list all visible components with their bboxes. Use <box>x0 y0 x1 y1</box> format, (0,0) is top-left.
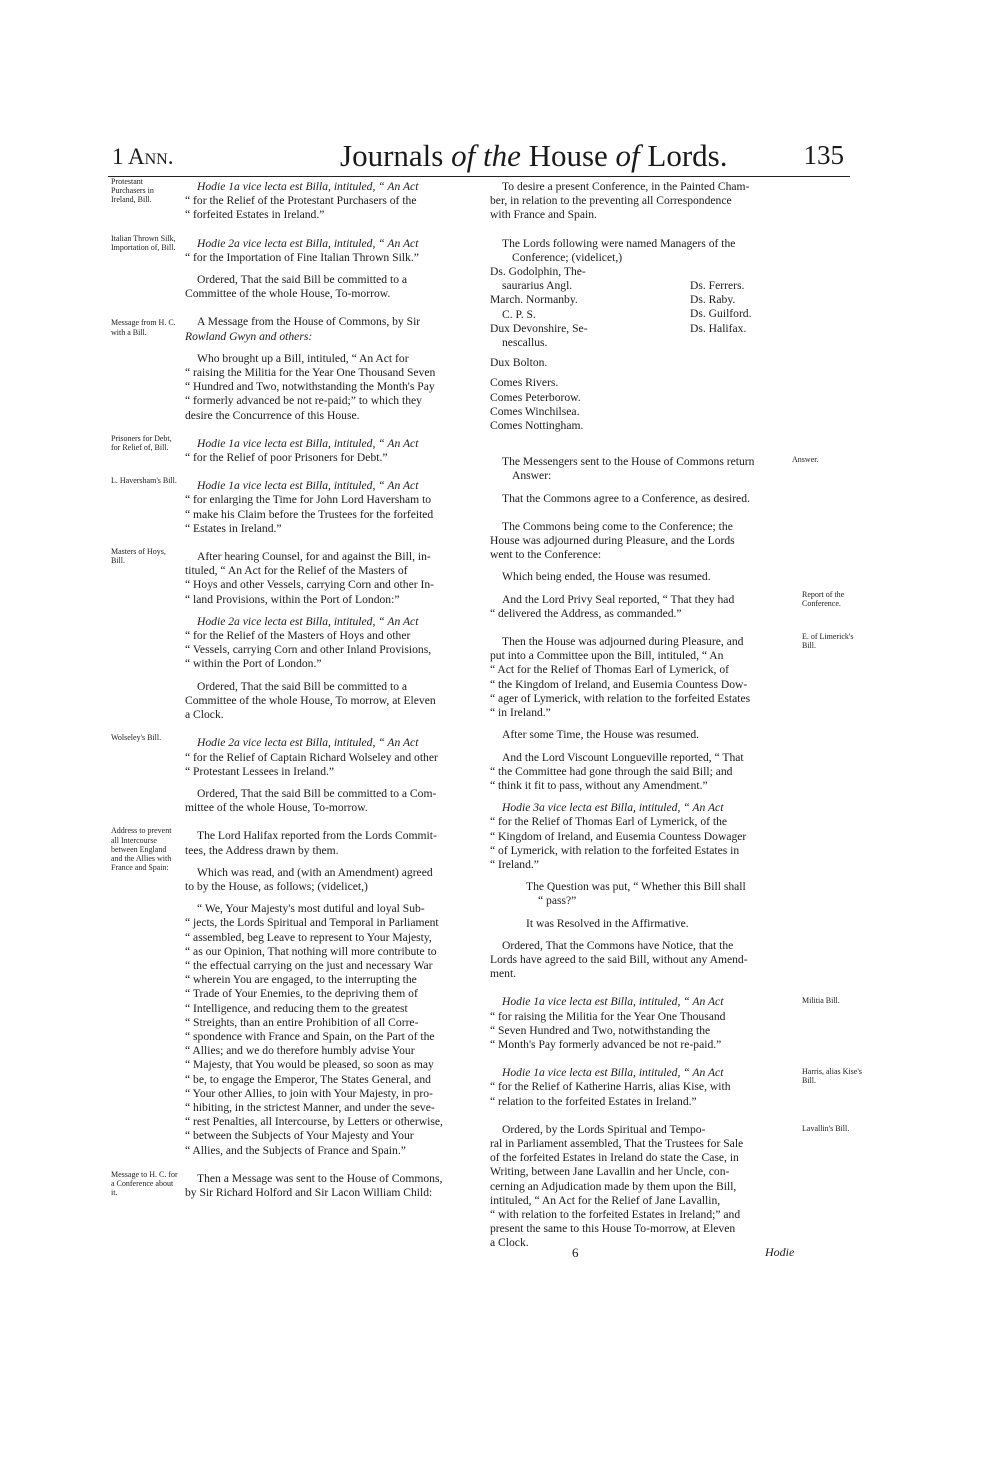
manager-name: nescallus. <box>502 336 548 350</box>
text-line: “ for enlarging the Time for John Lord Haversham to <box>185 493 432 507</box>
margin-note: Message to H. C. for a Conference about it. <box>111 1169 178 1198</box>
text-line: After some Time, the House was resumed. <box>502 728 700 742</box>
left-column <box>111 177 480 1200</box>
manager-name: Ds. Halifax. <box>690 321 747 335</box>
text-line: Hodie 1a vice lecta est Billa, intituled, “ An Act <box>502 1066 724 1080</box>
text-line: It was Resolved in the Affirmative. <box>526 916 689 930</box>
text-line: Then a Message was sent to the House of Commons, <box>197 1171 443 1185</box>
entry-message-conference <box>111 1169 480 1200</box>
text-line: went to the Conference: <box>490 548 602 562</box>
margin-note: Protestant Purchasers in Ireland, Bill. <box>111 177 154 205</box>
text-line: “ the Committee had gone through the said Bill; and <box>490 764 733 778</box>
text-line: Ordered, That the said Bill be committed to a Com- <box>197 786 437 800</box>
text-line: Hodie 2a vice lecta est Billa, intituled, “ An Act <box>197 614 419 628</box>
text-line: “ for the Relief of Thomas Earl of Lymerick, of the <box>490 815 728 829</box>
margin-note: Address to prevent all Intercourse between England and the Allies with France and Spain: <box>111 826 172 873</box>
entry-militia <box>490 995 840 1052</box>
right-column <box>490 180 862 1251</box>
text-line: “ for raising the Militia for the Year One Thousand <box>490 1009 726 1023</box>
text-line: And the Lord Privy Seal reported, “ That they had <box>502 592 735 606</box>
text-line: “ ager of Lymerick, with relation to the forfeited Estates <box>490 691 751 705</box>
address-line: “ rest Penalties, all Intercourse, by Letters or otherwise, <box>185 1115 443 1129</box>
text-line: The Messengers sent to the House of Commons return <box>502 455 755 469</box>
text-line: A Message from the House of Commons, by Sir <box>197 315 421 329</box>
title-the: the <box>482 138 521 173</box>
text-line: Which being ended, the House was resumed. <box>502 570 711 584</box>
text-line: After hearing Counsel, for and against the Bill, in- <box>197 550 431 564</box>
address-line: “ Majesty, that You would be pleased, so soon as may <box>185 1058 434 1072</box>
manager-name: Ds. Ferrers. <box>690 279 745 293</box>
managers-column-a <box>490 265 690 433</box>
text-line: of the forfeited Estates in Ireland do state the Case, in <box>490 1151 739 1165</box>
text-line: The Commons being come to the Conference; the <box>502 519 733 533</box>
text-line: “ for the Relief of poor Prisoners for Debt.” <box>185 451 388 465</box>
text-line: To desire a present Conference, in the Painted Cham- <box>502 180 750 193</box>
text-line: a Clock. <box>490 1236 529 1250</box>
manager-name: Ds. Guilford. <box>690 307 752 321</box>
entry-lavallin <box>490 1122 850 1251</box>
text-line: Rowland Gwyn and others: <box>185 329 313 343</box>
title-lords: Lords. <box>647 138 728 173</box>
text-line: present the same to this House To-morrow, at Eleven <box>490 1222 736 1236</box>
signature-mark: 6 <box>572 1245 579 1260</box>
text-line: Hodie 1a vice lecta est Billa, intituled, “ An Act <box>197 436 419 450</box>
address-line: “ Trade of Your Enemies, to the depriving them of <box>185 987 418 1001</box>
text-line: desire the Concurrence of this House. <box>185 408 360 422</box>
entry-masters-hoys <box>111 547 480 722</box>
text-line: The Question was put, “ Whether this Bill shall <box>526 880 746 894</box>
text-line: ment. <box>490 967 517 981</box>
text-line: tituled, “ An Act for the Relief of the Masters of <box>185 564 408 578</box>
entry-protestant-purchasers <box>111 177 480 223</box>
manager-name: Comes Rivers. <box>490 376 559 390</box>
text-line: House was adjourned during Pleasure, and the Lords <box>490 534 735 548</box>
text-line: “ make his Claim before the Trustees for the forfeited <box>185 507 434 521</box>
text-line: “ for the Importation of Fine Italian Thrown Silk.” <box>185 250 419 264</box>
address-line: “ Allies; and we do therefore humbly advise Your <box>185 1044 415 1058</box>
text-line: ber, in relation to the preventing all Correspondence <box>490 194 732 208</box>
text-line: “ Estates in Ireland.” <box>185 521 282 535</box>
text-line: Hodie 1a vice lecta est Billa, intituled, “ An Act <box>197 180 419 193</box>
text-line: “ delivered the Address, as commanded.” <box>490 606 682 620</box>
text-line: tees, the Address drawn by them. <box>185 843 339 857</box>
text-line: ral in Parliament assembled, That the Trustees for Sale <box>490 1136 744 1150</box>
entry-conference-desire <box>490 180 798 223</box>
entry-prisoners-debt <box>111 433 480 465</box>
text-line: Committee of the whole House, To-morrow. <box>185 287 391 301</box>
text-line: That the Commons agree to a Conference, as desired. <box>502 491 750 505</box>
margin-note: E. of Limerick's Bill. <box>802 632 854 651</box>
journal-title <box>340 138 728 174</box>
text-line: “ raising the Militia for the Year One Thousand Seven <box>185 366 436 380</box>
text-line: “ forfeited Estates in Ireland.” <box>185 208 325 222</box>
text-line: “ for the Relief of the Masters of Hoys and other <box>185 629 411 643</box>
text-line: “ within the Port of London.” <box>185 657 322 671</box>
text-line: cerning an Adjudication made by them upon the Bill, <box>490 1179 737 1193</box>
title-house: House <box>528 138 608 173</box>
margin-note: Wolseley's Bill. <box>111 733 162 743</box>
page-number: 135 <box>803 140 844 170</box>
address-line: “ spondence with France and Spain, on the Part of the <box>185 1029 435 1043</box>
text-line: “ land Provisions, within the Port of London:” <box>185 592 400 606</box>
text-line: “ for the Relief of Katherine Harris, alias Kise, with <box>490 1080 731 1094</box>
address-line: “ assembled, beg Leave to represent to Your Majesty, <box>185 930 432 944</box>
text-line: Answer: <box>512 469 552 483</box>
text-line: Who brought up a Bill, intituled, “ An Act for <box>197 351 409 365</box>
text-line: “ the Kingdom of Ireland, and Eusemia Countess Dow- <box>490 677 748 691</box>
text-line: put into a Committee upon the Bill, intituled, “ An <box>490 649 724 663</box>
managers-list <box>490 265 798 433</box>
text-line: “ Hoys and other Vessels, carrying Corn and other In- <box>185 578 434 592</box>
title-of-2: of <box>615 138 640 173</box>
text-line: Ordered, That the Commons have Notice, that the <box>502 938 734 952</box>
text-line: mittee of the whole House, To-morrow. <box>185 801 368 815</box>
text-line: “ Vessels, carrying Corn and other Inland Provisions, <box>185 643 432 657</box>
text-line: Committee of the whole House, To morrow, at Eleven <box>185 693 436 707</box>
manager-name: saurarius Angl. <box>502 279 573 293</box>
text-line: Ordered, That the said Bill be committed to a <box>197 273 408 287</box>
text-line: by Sir Richard Holford and Sir Lacon William Child: <box>185 1185 433 1199</box>
address-line: “ Allies, and the Subjects of France and Spain.” <box>185 1143 406 1157</box>
manager-name: C. P. S. <box>502 307 536 321</box>
catchword: Hodie <box>765 1245 795 1259</box>
manager-name: Ds. Godolphin, The- <box>490 265 586 279</box>
margin-note: L. Haversham's Bill. <box>111 476 177 486</box>
text-line: Hodie 3a vice lecta est Billa, intituled, “ An Act <box>502 801 724 815</box>
text-line: The Lords following were named Managers of the <box>502 236 736 250</box>
text-line: “ Kingdom of Ireland, and Eusemia Countess Dowager <box>490 829 747 843</box>
manager-name: Ds. Raby. <box>690 293 736 307</box>
address-line: “ between the Subjects of Your Majesty and Your <box>185 1129 414 1143</box>
text-line: to by the House, as follows; (videlicet,) <box>185 879 368 893</box>
address-line: “ be, to engage the Emperor, The States General, and <box>185 1072 431 1086</box>
margin-note: Harris, alias Kise's Bill. <box>802 1067 862 1086</box>
manager-name: Comes Peterborow. <box>490 390 581 404</box>
text-line: Which was read, and (with an Amendment) agreed <box>197 865 433 879</box>
margin-note: Answer. <box>792 455 819 465</box>
header-rule <box>108 176 850 177</box>
entry-haversham <box>111 476 480 536</box>
text-line: “ of Lymerick, with relation to the forfeited Estates in <box>490 843 740 857</box>
address-line: “ hibiting, in the strictest Manner, and under the seve- <box>185 1100 435 1114</box>
text-line: And the Lord Viscount Longueville reported, “ That <box>502 750 744 764</box>
text-line: “ with relation to the forfeited Estates in Ireland;” and <box>490 1207 741 1221</box>
entry-managers <box>490 237 798 434</box>
manager-name: Comes Nottingham. <box>490 419 584 433</box>
address-line: “ We, Your Majesty's most dutiful and loyal Sub- <box>197 902 425 916</box>
text-line: a Clock. <box>185 708 224 722</box>
running-header <box>0 138 992 178</box>
managers-column-b <box>690 265 798 433</box>
entry-answer <box>490 455 819 506</box>
text-line: Then the House was adjourned during Pleasure, and <box>502 635 744 649</box>
text-line: Hodie 2a vice lecta est Billa, intituled, “ An Act <box>197 236 419 250</box>
title-of-1: of <box>451 138 476 173</box>
text-line: Hodie 2a vice lecta est Billa, intituled, “ An Act <box>197 736 419 750</box>
text-line: “ Hundred and Two, notwithstanding the Month's Pay <box>185 380 435 394</box>
manager-name: Dux Bolton. <box>490 356 548 370</box>
entry-wolseley <box>111 733 480 815</box>
entry-italian-silk <box>111 233 480 302</box>
page-footer <box>0 1245 992 1275</box>
entry-conference <box>490 520 798 585</box>
entry-report-conference <box>490 589 845 621</box>
text-line: “ think it fit to pass, without any Amendment.” <box>490 778 708 792</box>
text-line: Ordered, That the said Bill be committed to a <box>197 679 408 693</box>
text-line: Writing, between Jane Lavallin and her Uncle, con- <box>490 1165 730 1179</box>
text-line: with France and Spain. <box>490 208 597 222</box>
address-line: “ jects, the Lords Spiritual and Temporal in Parliament <box>185 916 439 930</box>
text-line: Hodie 1a vice lecta est Billa, intituled, “ An Act <box>502 995 724 1009</box>
text-line: “ pass?” <box>538 894 577 908</box>
manager-name: Comes Winchilsea. <box>490 404 580 418</box>
margin-note: Message from H. C. with a Bill. <box>111 318 176 337</box>
address-line: “ Intelligence, and reducing them to the greatest <box>185 1001 408 1015</box>
entry-message-commons <box>111 315 480 422</box>
address-line: “ Your other Allies, to join with Your Majesty, in pro- <box>185 1086 433 1100</box>
margin-note: Lavallin's Bill. <box>802 1123 850 1133</box>
regnal-year: 1 Ann. <box>112 144 174 169</box>
title-journals: Journals <box>340 138 444 173</box>
margin-note: Masters of Hoys, Bill. <box>111 547 166 566</box>
entry-limerick <box>490 632 854 981</box>
margin-note: Prisoners for Debt, for Relief of, Bill. <box>111 433 172 453</box>
text-line: “ Act for the Relief of Thomas Earl of Lymerick, of <box>490 663 729 677</box>
text-line: “ for the Relief of Captain Richard Wolseley and other <box>185 750 438 764</box>
text-line: intituled, “ An Act for the Relief of Jane Lavallin, <box>490 1193 721 1207</box>
text-line: “ Protestant Lessees in Ireland.” <box>185 764 335 778</box>
text-line: “ for the Relief of the Protestant Purchasers of the <box>185 194 417 208</box>
address-line: “ Streights, than an entire Prohibition of all Corre- <box>185 1015 419 1029</box>
address-line: “ the effectual carrying on the just and necessary War <box>185 958 433 972</box>
text-line: Hodie 1a vice lecta est Billa, intituled, “ An Act <box>197 479 419 493</box>
text-line: “ Ireland.” <box>490 857 539 871</box>
text-line: “ Seven Hundred and Two, notwithstanding the <box>490 1023 711 1037</box>
text-line: Conference; (videlicet,) <box>512 250 623 264</box>
text-line: “ relation to the forfeited Estates in Ireland.” <box>490 1094 697 1108</box>
margin-note: Italian Thrown Silk, Importation of, Bill. <box>111 233 176 252</box>
text-line: The Lord Halifax reported from the Lords Commit- <box>197 829 437 843</box>
manager-name: Dux Devonshire, Se- <box>490 321 588 335</box>
margin-note: Militia Bill. <box>802 996 840 1006</box>
entry-harris <box>490 1066 862 1109</box>
margin-note: Report of the Conference. <box>802 589 845 608</box>
text-line: Ordered, by the Lords Spiritual and Tempo- <box>502 1122 706 1136</box>
address-line: “ as our Opinion, That nothing will more contribute to <box>185 944 437 958</box>
text-line: Lords have agreed to the said Bill, without any Amend- <box>490 952 748 966</box>
text-line: “ Month's Pay formerly advanced be not re-paid.” <box>490 1037 722 1051</box>
address-line: “ wherein You are engaged, to the interrupting the <box>185 973 417 987</box>
text-line: “ formerly advanced be not re-paid;” to which they <box>185 394 422 408</box>
entry-address <box>111 826 480 1157</box>
manager-name: March. Normanby. <box>490 293 578 307</box>
text-line: “ in Ireland.” <box>490 706 551 720</box>
